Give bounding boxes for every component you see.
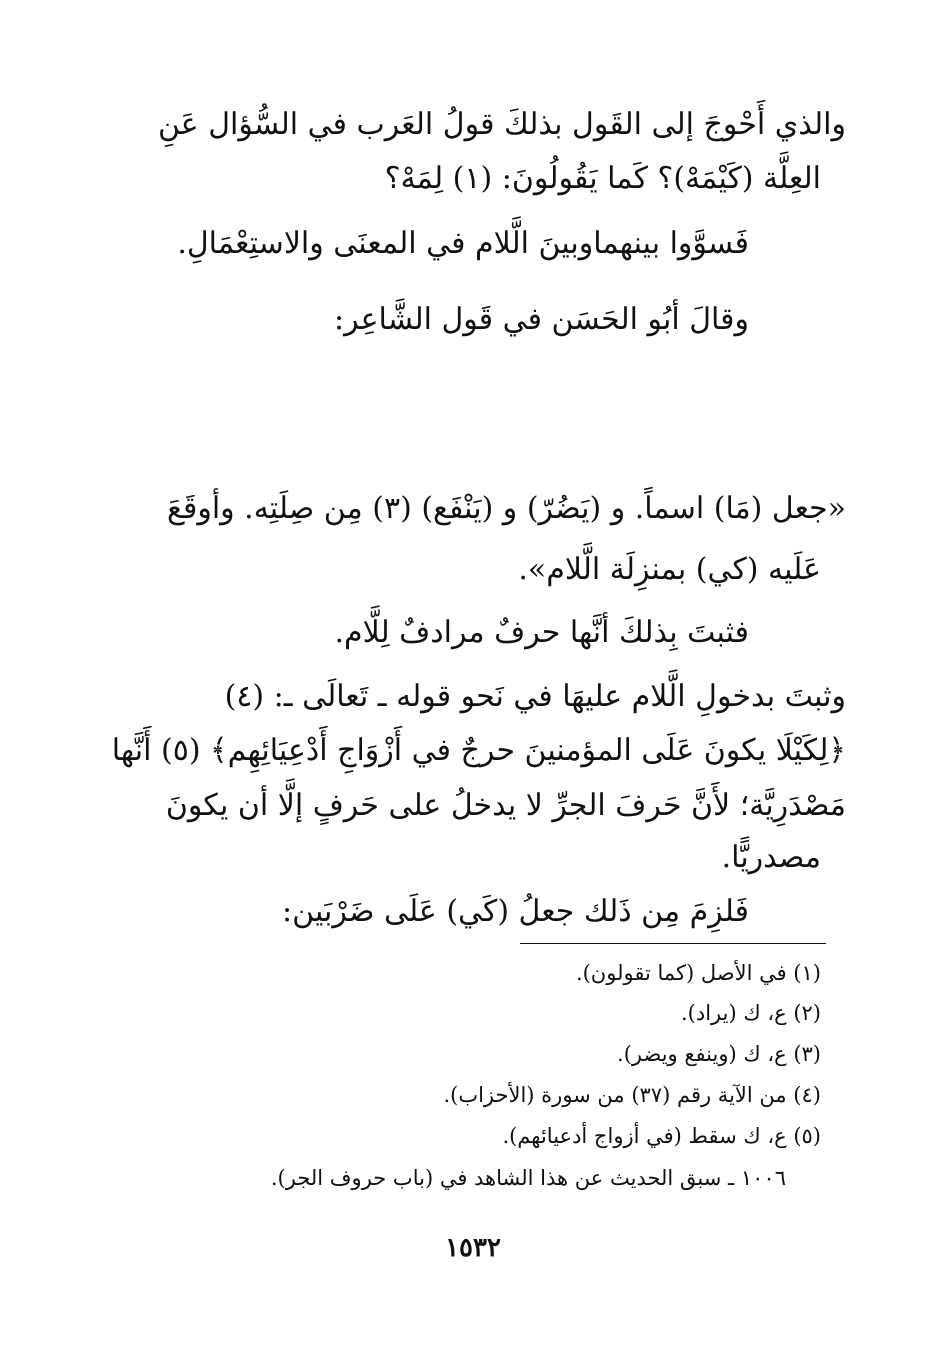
footnote-2: (٢) ع، ك (يراد). — [681, 1001, 821, 1025]
body-line-7: فثبتَ بِذلكَ أنَّها حرفٌ مرادفٌ لِلَّام. — [334, 615, 749, 650]
body-line-12: فَلزِمَ مِن ذَلك جعلُ (كَي) عَلَى ضَرْبَين: — [282, 894, 749, 929]
body-line-11: مصدريًّا. — [721, 840, 821, 875]
footnote-3: (٣) ع، ك (وينفع ويضر). — [617, 1042, 821, 1066]
body-line-8: وثبتَ بدخولِ الَّلام عليهَا في نَحو قوله ـ تَعالَى ـ: (٤) — [224, 679, 846, 714]
body-line-3: فَسوَّوا بينهماوبينَ الَّلام في المعنَى والاستِعْمَالِ. — [177, 226, 749, 261]
body-line-5: «جعل (مَا) اسماً. و (يَضُرّ) و (يَنْفَع) (٣) مِن صِلَتِه. وأوقَعَ — [167, 491, 846, 526]
footnote-5: (٥) ع، ك سقط (في أزواج أدعيائهم). — [502, 1124, 821, 1148]
body-line-1: والذي أَحْوجَ إلى القَول بذلكَ قولُ العَرب في السُّؤال عَنِ — [157, 107, 846, 142]
body-line-2: العِلَّة (كَيْمَهْ)؟ كَما يَقُولُونَ: (١) لِمَهْ؟ — [384, 161, 821, 196]
footnote-6: ١٠٠٦ ـ سبق الحديث عن هذا الشاهد في (باب حروف الجر). — [270, 1166, 786, 1190]
footnote-4: (٤) من الآية رقم (٣٧) من سورة (الأحزاب). — [443, 1083, 821, 1107]
page-number: ١٥٣٢ — [445, 1233, 501, 1263]
body-line-9: ﴿لِكَيْلَا يكونَ عَلَى المؤمنينَ حرجٌ في أَزْوَاجِ أَدْعِيَائِهِم﴾ (٥) أَنَّها — [111, 733, 846, 768]
body-line-6: عَلَيه (كي) بمنزِلَة الَّلام». — [518, 552, 821, 587]
body-line-4: وقالَ أبُو الحَسَن في قَول الشَّاعِر: — [334, 302, 749, 337]
footnote-separator — [520, 943, 826, 944]
body-line-10: مَصْدَرِيَّة؛ لأَنَّ حَرفَ الجرِّ لا يدخلُ على حَرفٍ إلَّا أن يكونَ — [165, 788, 846, 823]
footnote-1: (١) في الأصل (كما تقولون). — [575, 961, 821, 985]
